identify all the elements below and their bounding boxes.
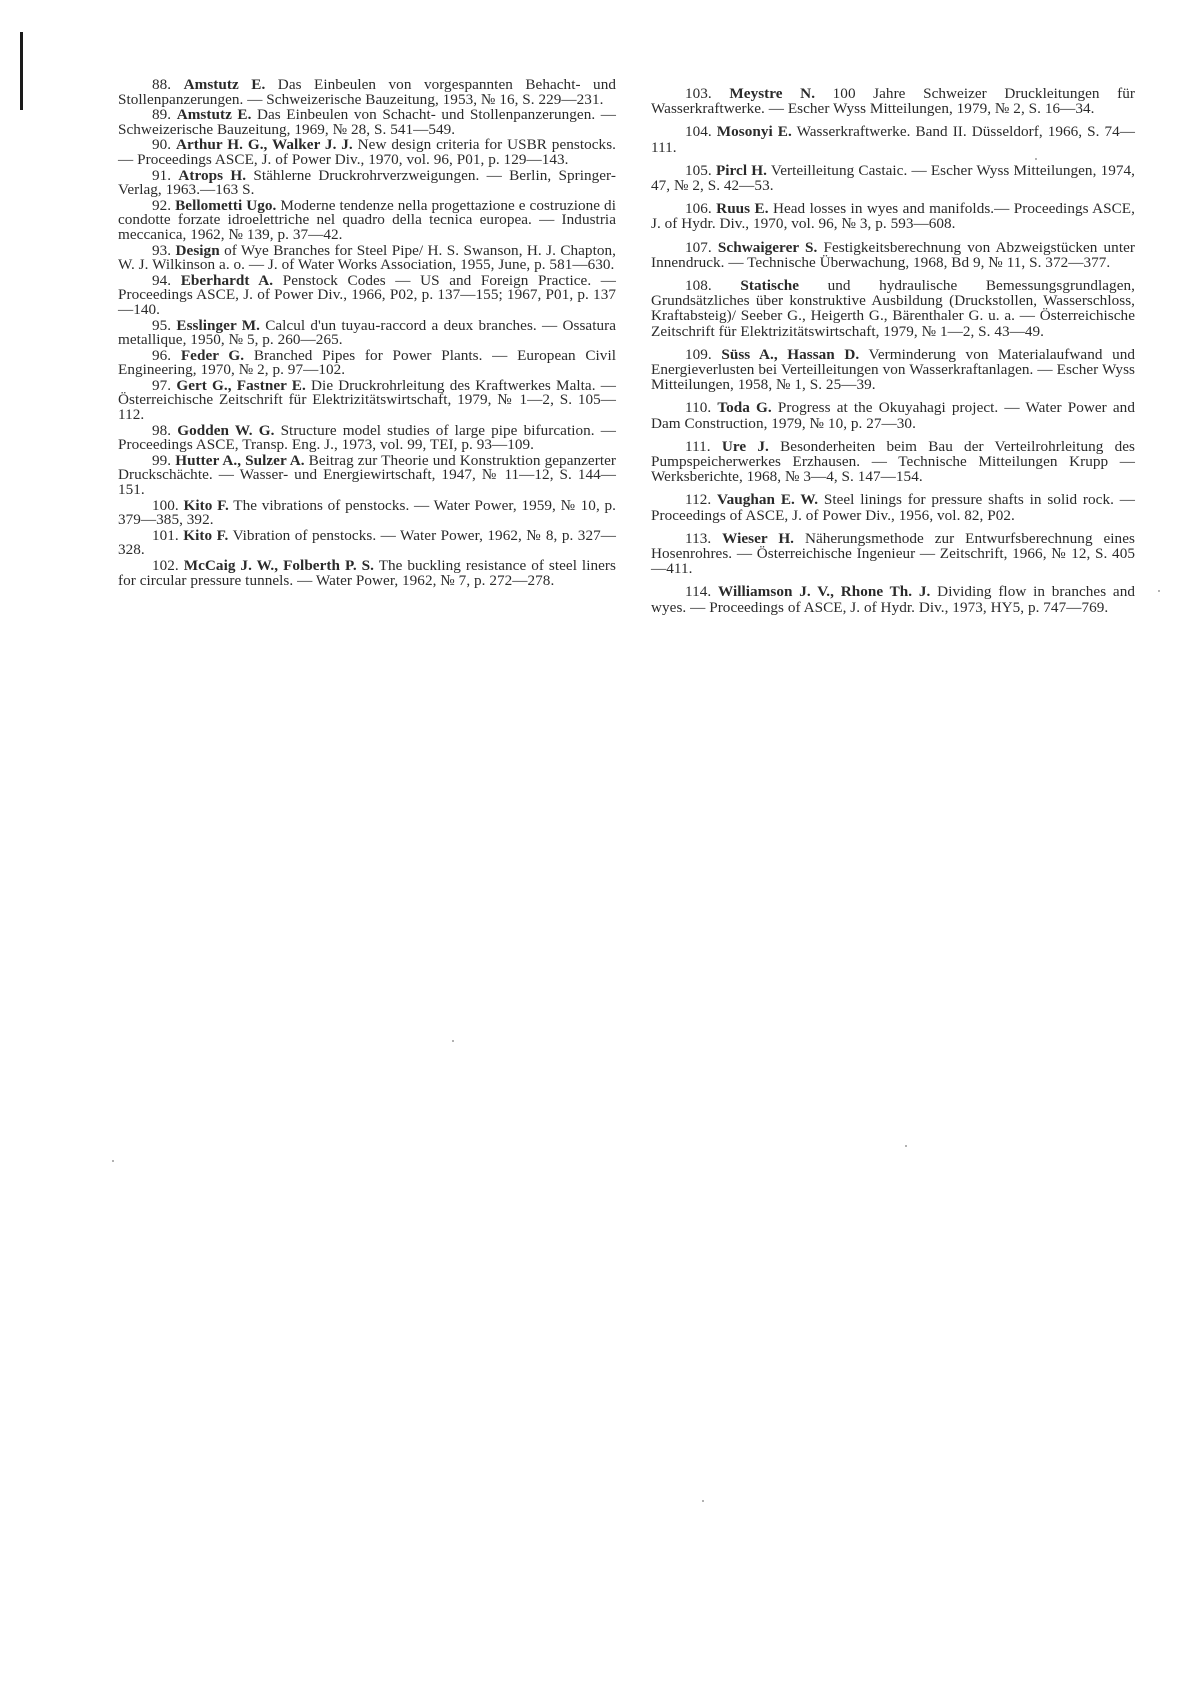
- reference-item: 99. Hutter A., Sulzer A. Beitrag zur Theorie und Konstruktion gepanzerter Druckschächte. — Wasser- und Energiewirtschaft, 1947, № 11—12, S. 144—151.: [118, 451, 616, 499]
- scan-speck: [702, 1500, 704, 1502]
- reference-item: 108. Statische und hydraulische Bemessungsgrundlagen, Grundsätzliches über konstruktive Ausbildung (Druckstollen, Wasserschloss, Kraftabsteig)/ Seeber G., Heigerth G., Bärenthaler G. u. a. — Österreichische Zeitschrift für Elektrizitätswirtschaft, 1979, № 1—2, S. 43—49.: [651, 277, 1135, 340]
- reference-item: 103. Meystre N. 100 Jahre Schweizer Druckleitungen für Wasserkraftwerke. — Escher Wyss Mitteilungen, 1979, № 2, S. 16—34.: [651, 85, 1135, 118]
- reference-item: 89. Amstutz E. Das Einbeulen von Schacht- und Stollenpanzerungen. — Schweizerische Bauzeitung, 1969, № 28, S. 541—549.: [118, 106, 616, 138]
- reference-item: 110. Toda G. Progress at the Okuyahagi project. — Water Power and Dam Construction, 1979, № 10, p. 27—30.: [651, 399, 1135, 432]
- left-column: [118, 78, 616, 589]
- reference-item: 90. Arthur H. G., Walker J. J. New design criteria for USBR penstocks. — Proceedings ASCE, J. of Power Div., 1970, vol. 96, P01, p. 129—143.: [118, 136, 616, 168]
- reference-item: 109. Süss A., Hassan D. Verminderung von Materialaufwand und Energieverlusten bei Verteilleitungen von Wasserkraftanlagen. — Escher Wyss Mitteilungen, 1958, № 1, S. 25—39.: [651, 345, 1135, 394]
- scan-speck: [905, 1145, 907, 1147]
- scan-speck: [112, 1160, 114, 1162]
- reference-item: 95. Esslinger M. Calcul d'un tuyau-raccord a deux branches. — Ossatura metallique, 1950, № 5, p. 260—265.: [118, 316, 617, 349]
- reference-item: 102. McCaig J. W., Folberth P. S. The buckling resistance of steel liners for circular pressure tunnels. — Water Power, 1962, № 7, p. 272—278.: [118, 557, 616, 589]
- reference-item: 107. Schwaigerer S. Festigkeitsberechnung von Abzweigstücken unter Innendruck. — Technische Überwachung, 1968, Bd 9, № 11, S. 372—377.: [651, 238, 1135, 271]
- reference-item: 105. Pircl H. Verteilleitung Castaic. — Escher Wyss Mitteilungen, 1974, 47, № 2, S. 42—53.: [651, 161, 1135, 195]
- reference-item: 113. Wieser H. Näherungsmethode zur Entwurfsberechnung eines Hosenrohres. — Österreichische Ingenieur — Zeitschrift, 1966, № 12, S. 405—411.: [651, 529, 1135, 578]
- reference-item: 96. Feder G. Branched Pipes for Power Plants. — European Civil Engineering, 1970, № 2, p. 97—102.: [118, 346, 616, 379]
- reference-item: 97. Gert G., Fastner E. Die Druckrohrleitung des Kraftwerkes Malta. — Österreichische Zeitschrift für Elektrizitätswirtschaft, 1979, № 1—2, S. 105—112.: [118, 376, 616, 424]
- reference-item: 100. Kito F. The vibrations of penstocks. — Water Power, 1959, № 10, p. 379—385, 392.: [118, 496, 616, 529]
- reference-item: 114. Williamson J. V., Rhone Th. J. Dividing flow in branches and wyes. — Proceedings of ASCE, J. of Hydr. Div., 1973, HY5, p. 747—769.: [651, 583, 1135, 616]
- reference-item: 91. Atrops H. Stählerne Druckrohrverzweigungen. — Berlin, Springer-Verlag, 1963.—163 S.: [118, 166, 616, 199]
- scan-speck: [1158, 590, 1160, 592]
- reference-item: 112. Vaughan E. W. Steel linings for pressure shafts in solid rock. — Proceedings of ASCE, J. of Power Div., 1956, vol. 82, P02.: [651, 491, 1135, 524]
- right-column: [651, 86, 1135, 623]
- reference-item: 93. Design of Wye Branches for Steel Pipe/ H. S. Swanson, H. J. Chapton, W. J. Wilkinson a. o. — J. of Water Works Association, 1955, June, p. 581—630.: [118, 241, 616, 274]
- reference-item: 101. Kito F. Vibration of penstocks. — Water Power, 1962, № 8, p. 327—328.: [118, 526, 616, 559]
- scan-speck: [452, 1040, 454, 1042]
- reference-item: 92. Bellometti Ugo. Moderne tendenze nella progettazione e costruzione di condotte forzate idroelettriche nel quadro della tecnica europea. — Industria meccanica, 1962, № 139, p. 37—42.: [118, 196, 616, 243]
- reference-item: 111. Ure J. Besonderheiten beim Bau der Verteilrohrleitung des Pumpspeicherwerkes Erzhausen. — Technische Mitteilungen Krupp — Werksberichte, 1968, № 3—4, S. 147—154.: [651, 437, 1135, 486]
- reference-item: 98. Godden W. G. Structure model studies of large pipe bifurcation. — Proceedings ASCE, Transp. Eng. J., 1973, vol. 99, TEI, p. 93—109.: [118, 421, 616, 454]
- margin-mark: [20, 32, 23, 110]
- reference-item: 88. Amstutz E. Das Einbeulen von vorgespannten Behacht- und Stollenpanzerungen. — Schweizerische Bauzeitung, 1953, № 16, S. 229—231.: [118, 76, 616, 108]
- reference-item: 104. Mosonyi E. Wasserkraftwerke. Band II. Düsseldorf, 1966, S. 74—111.: [651, 123, 1135, 156]
- reference-item: 106. Ruus E. Head losses in wyes and manifolds.— Proceedings ASCE, J. of Hydr. Div., 1970, vol. 96, № 3, p. 593—608.: [651, 200, 1135, 233]
- scan-speck: [1035, 158, 1037, 160]
- reference-item: 94. Eberhardt A. Penstock Codes — US and Foreign Practice. — Proceedings ASCE, J. of Power Div., 1966, P02, p. 137—155; 1967, P01, p. 137—140.: [118, 271, 616, 318]
